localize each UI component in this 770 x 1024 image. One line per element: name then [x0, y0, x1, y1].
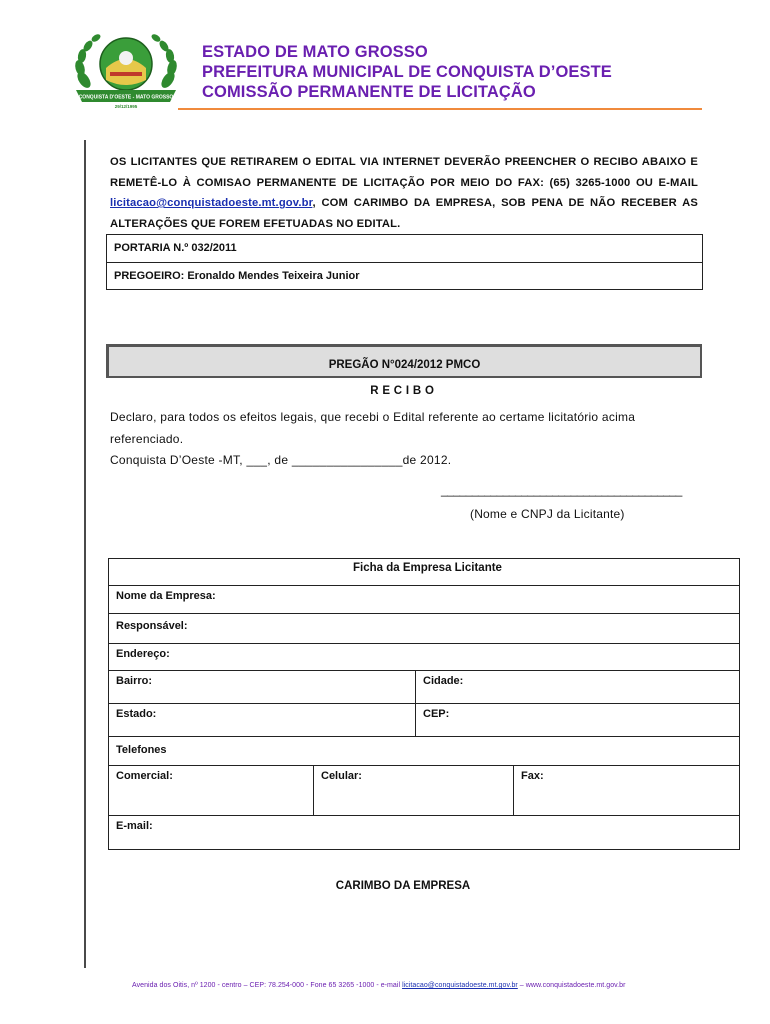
signature-label: (Nome e CNPJ da Licitante) [470, 507, 625, 521]
company-stamp-label: CARIMBO DA EMPRESA [335, 880, 471, 892]
form-title: Ficha da Empresa Licitante [353, 562, 502, 574]
seal-text-bottom: 29/12/1995 [114, 104, 138, 109]
form-row-district-city [109, 670, 739, 703]
notice-email-link[interactable]: licitacao@conquistadoeste.mt.gov.br [110, 197, 313, 210]
portaria-box [106, 234, 703, 290]
mobile-phone-label[interactable]: Celular: [313, 766, 513, 815]
pregao-title-banner: PREGÃO N°024/2012 PMCO [106, 344, 702, 378]
form-row-email[interactable] [109, 815, 739, 849]
fax-label[interactable]: Fax: [513, 766, 739, 815]
declaration-text: Declaro, para todos os efeitos legais, que recebi o Edital referente ao certame licitatório acima referenciado. [110, 410, 636, 446]
city-label[interactable]: Cidade: [415, 671, 739, 703]
municipal-seal-logo [70, 28, 182, 110]
footer-email-link[interactable]: licitacao@conquistadoeste.mt.gov.br [402, 982, 518, 989]
zip-label[interactable]: CEP: [415, 704, 739, 736]
company-name-label: Nome da Empresa: [116, 590, 216, 602]
notice-paragraph: OS LICITANTES QUE RETIRAREM O EDITAL VIA INTERNET DEVERÃO PREENCHER O RECIBO ABAIXO E REMETÊ-LO À COMISAO PERMANENTE DE LICITAÇÃO POR MEIO DO FAX: (65) 3265-1000 OU E-MAIL licitacao@conquistadoeste.mt.gov.br, COM CARIMBO DA EMPRESA, SOB PENA DE NÃO RECEBER AS ALTERAÇÕES QUE FOREM EFETUADAS NO EDITAL. [110, 156, 698, 230]
header-divider [178, 108, 702, 110]
commercial-phone-label[interactable]: Comercial: [116, 770, 173, 782]
signature-line: _______________________________________ [441, 483, 682, 497]
place-date-line: Conquista D’Oeste -MT, ___, de ________________de 2012. [110, 453, 452, 467]
recibo-heading: RECIBO [370, 385, 438, 397]
form-row-phones-header [109, 736, 739, 765]
form-row-company[interactable] [109, 585, 739, 613]
document-header [202, 42, 612, 102]
company-form-table [108, 558, 740, 850]
address-label: Endereço: [116, 648, 170, 660]
page-footer: Avenida dos Oitis, nº 1200 - centro – CEP: 78.254-000 - Fone 65 3265 -1000 - e-mail licitacao@conquistadoeste.mt.gov.br – www.conquistadoeste.mt.gov.br [132, 982, 626, 989]
header-comissao: COMISSÃO PERMANENTE DE LICITAÇÃO [202, 83, 536, 101]
district-label[interactable]: Bairro: [116, 675, 153, 687]
portaria-number: PORTARIA N.º 032/2011 [114, 242, 237, 254]
seal-text-top: CONQUISTA D'OESTE - MATO GROSSO [78, 94, 174, 101]
phones-label: Telefones [116, 744, 167, 756]
form-row-state-zip [109, 703, 739, 736]
form-title-row [109, 559, 739, 585]
header-state: ESTADO DE MATO GROSSO [202, 43, 428, 61]
state-label[interactable]: Estado: [116, 708, 157, 720]
pregoeiro-name: PREGOEIRO: Eronaldo Mendes Teixeira Junior [107, 262, 702, 289]
form-row-responsible[interactable] [109, 613, 739, 643]
form-row-address[interactable] [109, 643, 739, 670]
email-label: E-mail: [116, 820, 153, 832]
left-margin-rule [84, 140, 86, 968]
header-prefeitura: PREFEITURA MUNICIPAL DE CONQUISTA D’OESTE [202, 63, 612, 81]
form-row-phones [109, 765, 739, 815]
responsible-label: Responsável: [116, 620, 188, 632]
